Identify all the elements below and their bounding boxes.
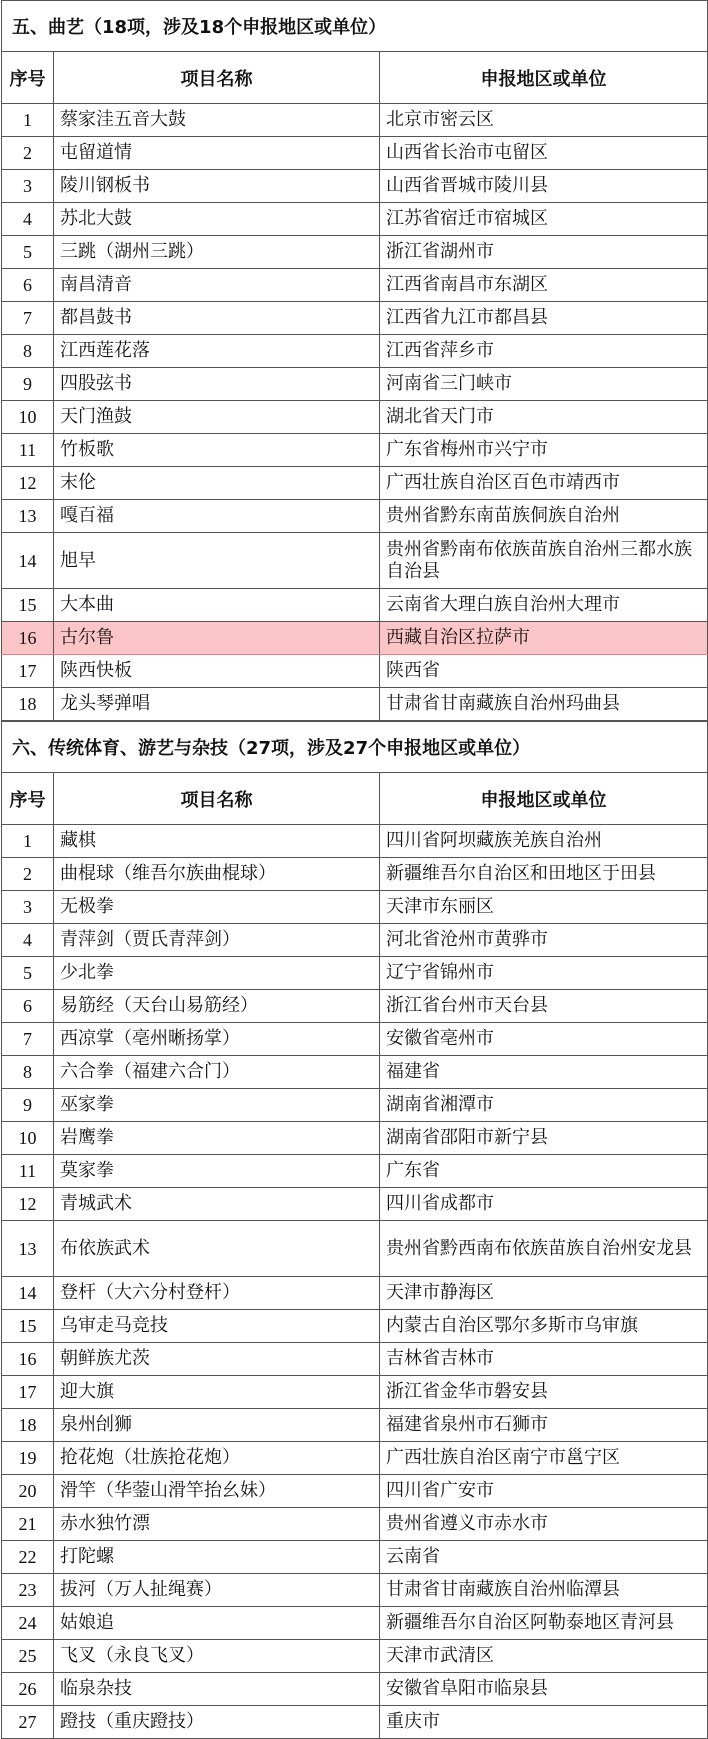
cell-name: 巫家拳 xyxy=(54,1089,380,1122)
cell-no: 8 xyxy=(2,335,54,368)
cell-no: 4 xyxy=(2,924,54,957)
cell-name: 迎大旗 xyxy=(54,1376,380,1409)
cell-region: 四川省阿坝藏族羌族自治州 xyxy=(380,825,708,858)
cell-no: 12 xyxy=(2,1188,54,1221)
cell-no: 21 xyxy=(2,1508,54,1541)
cell-region: 甘肃省甘南藏族自治州玛曲县 xyxy=(380,688,708,721)
cell-no: 4 xyxy=(2,203,54,236)
table-row xyxy=(2,500,708,533)
table-row xyxy=(2,1122,708,1155)
cell-name: 龙头琴弹唱 xyxy=(54,688,380,721)
cell-region: 贵州省遵义市赤水市 xyxy=(380,1508,708,1541)
table-row xyxy=(2,335,708,368)
cell-no: 2 xyxy=(2,137,54,170)
table-row xyxy=(2,1221,708,1277)
table-row xyxy=(2,990,708,1023)
table-row xyxy=(2,622,708,655)
cell-region: 陕西省 xyxy=(380,655,708,688)
cell-name: 蔡家洼五音大鼓 xyxy=(54,104,380,137)
cell-region: 安徽省阜阳市临泉县 xyxy=(380,1673,708,1706)
cell-region: 天津市武清区 xyxy=(380,1640,708,1673)
table-row xyxy=(2,236,708,269)
cell-name: 朝鲜族尤茨 xyxy=(54,1343,380,1376)
table-row xyxy=(2,401,708,434)
cell-no: 16 xyxy=(2,622,54,655)
cell-name: 拔河（万人扯绳赛） xyxy=(54,1574,380,1607)
cell-region: 浙江省金华市磐安县 xyxy=(380,1376,708,1409)
cell-region: 内蒙古自治区鄂尔多斯市乌审旗 xyxy=(380,1310,708,1343)
cell-region: 山西省晋城市陵川县 xyxy=(380,170,708,203)
cell-region: 新疆维吾尔自治区阿勒泰地区青河县 xyxy=(380,1607,708,1640)
cell-region: 吉林省吉林市 xyxy=(380,1343,708,1376)
cell-name: 嘎百福 xyxy=(54,500,380,533)
table-row xyxy=(2,924,708,957)
cell-name: 莫家拳 xyxy=(54,1155,380,1188)
cell-name: 末伦 xyxy=(54,467,380,500)
table-row xyxy=(2,1056,708,1089)
table-row xyxy=(2,533,708,589)
cell-no: 14 xyxy=(2,533,54,589)
table-row xyxy=(2,368,708,401)
cell-region: 广西壮族自治区百色市靖西市 xyxy=(380,467,708,500)
cell-no: 5 xyxy=(2,957,54,990)
cell-no: 3 xyxy=(2,170,54,203)
table-row xyxy=(2,825,708,858)
cell-region: 河北省沧州市黄骅市 xyxy=(380,924,708,957)
cell-name: 岩鹰拳 xyxy=(54,1122,380,1155)
document xyxy=(1,0,707,1739)
cell-region: 天津市东丽区 xyxy=(380,891,708,924)
cell-name: 易筋经（天台山易筋经） xyxy=(54,990,380,1023)
header-no: 序号 xyxy=(2,773,54,825)
cell-name: 苏北大鼓 xyxy=(54,203,380,236)
cell-name: 姑娘追 xyxy=(54,1607,380,1640)
cell-name: 都昌鼓书 xyxy=(54,302,380,335)
cell-region: 云南省大理白族自治州大理市 xyxy=(380,589,708,622)
cell-name: 无极拳 xyxy=(54,891,380,924)
cell-name: 四股弦书 xyxy=(54,368,380,401)
cell-no: 26 xyxy=(2,1673,54,1706)
cell-name: 青萍剑（贾氏青萍剑） xyxy=(54,924,380,957)
cell-region: 湖北省天门市 xyxy=(380,401,708,434)
section-5-title: 五、曲艺（18项，涉及18个申报地区或单位） xyxy=(2,1,708,52)
cell-region: 新疆维吾尔自治区和田地区于田县 xyxy=(380,858,708,891)
cell-region: 广西壮族自治区南宁市邕宁区 xyxy=(380,1442,708,1475)
cell-name: 登杆（大六分村登杆） xyxy=(54,1277,380,1310)
table-row xyxy=(2,269,708,302)
cell-name: 藏棋 xyxy=(54,825,380,858)
cell-no: 6 xyxy=(2,990,54,1023)
cell-name: 江西莲花落 xyxy=(54,335,380,368)
header-region: 申报地区或单位 xyxy=(380,52,708,104)
cell-name: 屯留道情 xyxy=(54,137,380,170)
cell-no: 24 xyxy=(2,1607,54,1640)
cell-no: 10 xyxy=(2,1122,54,1155)
cell-no: 7 xyxy=(2,302,54,335)
cell-region: 湖南省邵阳市新宁县 xyxy=(380,1122,708,1155)
cell-region: 浙江省台州市天台县 xyxy=(380,990,708,1023)
table-row xyxy=(2,1343,708,1376)
cell-region: 贵州省黔东南苗族侗族自治州 xyxy=(380,500,708,533)
table-section-5 xyxy=(1,0,708,721)
cell-no: 18 xyxy=(2,688,54,721)
cell-name: 曲棍球（维吾尔族曲棍球） xyxy=(54,858,380,891)
cell-no: 17 xyxy=(2,1376,54,1409)
table-row xyxy=(2,137,708,170)
cell-name: 飞叉（永良飞叉） xyxy=(54,1640,380,1673)
cell-region: 天津市静海区 xyxy=(380,1277,708,1310)
table-row xyxy=(2,957,708,990)
cell-name: 打陀螺 xyxy=(54,1541,380,1574)
table-row xyxy=(2,589,708,622)
cell-region: 北京市密云区 xyxy=(380,104,708,137)
cell-region: 安徽省亳州市 xyxy=(380,1023,708,1056)
cell-region: 辽宁省锦州市 xyxy=(380,957,708,990)
cell-no: 1 xyxy=(2,104,54,137)
header-region: 申报地区或单位 xyxy=(380,773,708,825)
cell-no: 7 xyxy=(2,1023,54,1056)
cell-no: 20 xyxy=(2,1475,54,1508)
cell-region: 江西省萍乡市 xyxy=(380,335,708,368)
cell-name: 旭早 xyxy=(54,533,380,589)
table-row xyxy=(2,1706,708,1739)
cell-region: 四川省广安市 xyxy=(380,1475,708,1508)
cell-name: 临泉杂技 xyxy=(54,1673,380,1706)
cell-no: 27 xyxy=(2,1706,54,1739)
table-row xyxy=(2,1607,708,1640)
table-row xyxy=(2,1155,708,1188)
cell-no: 13 xyxy=(2,1221,54,1277)
section-6-title: 六、传统体育、游艺与杂技（27项，涉及27个申报地区或单位） xyxy=(2,722,708,773)
cell-name: 抢花炮（壮族抢花炮） xyxy=(54,1442,380,1475)
cell-no: 3 xyxy=(2,891,54,924)
table-row xyxy=(2,467,708,500)
cell-name: 竹板歌 xyxy=(54,434,380,467)
cell-region: 江西省九江市都昌县 xyxy=(380,302,708,335)
cell-name: 天门渔鼓 xyxy=(54,401,380,434)
cell-region: 甘肃省甘南藏族自治州临潭县 xyxy=(380,1574,708,1607)
header-no: 序号 xyxy=(2,52,54,104)
cell-no: 15 xyxy=(2,1310,54,1343)
cell-no: 13 xyxy=(2,500,54,533)
cell-no: 11 xyxy=(2,1155,54,1188)
cell-no: 12 xyxy=(2,467,54,500)
cell-name: 青城武术 xyxy=(54,1188,380,1221)
cell-region: 福建省 xyxy=(380,1056,708,1089)
table-row xyxy=(2,1188,708,1221)
table-row xyxy=(2,170,708,203)
table-header xyxy=(2,773,708,825)
cell-no: 9 xyxy=(2,1089,54,1122)
cell-region: 贵州省黔南布依族苗族自治州三都水族自治县 xyxy=(380,533,708,589)
table-row xyxy=(2,1442,708,1475)
cell-region: 江苏省宿迁市宿城区 xyxy=(380,203,708,236)
cell-region: 江西省南昌市东湖区 xyxy=(380,269,708,302)
cell-no: 23 xyxy=(2,1574,54,1607)
cell-region: 河南省三门峡市 xyxy=(380,368,708,401)
table-row xyxy=(2,203,708,236)
table-row xyxy=(2,1277,708,1310)
table-row xyxy=(2,302,708,335)
table-row xyxy=(2,1376,708,1409)
cell-no: 1 xyxy=(2,825,54,858)
cell-region: 四川省成都市 xyxy=(380,1188,708,1221)
cell-name: 赤水独竹漂 xyxy=(54,1508,380,1541)
table-row xyxy=(2,104,708,137)
table-row xyxy=(2,434,708,467)
table-row xyxy=(2,688,708,721)
cell-region: 福建省泉州市石狮市 xyxy=(380,1409,708,1442)
cell-region: 湖南省湘潭市 xyxy=(380,1089,708,1122)
cell-region: 西藏自治区拉萨市 xyxy=(380,622,708,655)
cell-no: 2 xyxy=(2,858,54,891)
table-row xyxy=(2,655,708,688)
cell-name: 滑竿（华蓥山滑竿抬幺妹） xyxy=(54,1475,380,1508)
table-row xyxy=(2,858,708,891)
cell-name: 陕西快板 xyxy=(54,655,380,688)
header-name: 项目名称 xyxy=(54,52,380,104)
cell-no: 10 xyxy=(2,401,54,434)
cell-no: 25 xyxy=(2,1640,54,1673)
table-row xyxy=(2,1640,708,1673)
cell-region: 广东省梅州市兴宁市 xyxy=(380,434,708,467)
table-row xyxy=(2,1475,708,1508)
cell-name: 西凉掌（亳州晰扬掌） xyxy=(54,1023,380,1056)
cell-no: 6 xyxy=(2,269,54,302)
table-row xyxy=(2,1541,708,1574)
table-row xyxy=(2,891,708,924)
cell-name: 蹬技（重庆蹬技） xyxy=(54,1706,380,1739)
table-row xyxy=(2,1023,708,1056)
cell-no: 22 xyxy=(2,1541,54,1574)
cell-no: 15 xyxy=(2,589,54,622)
table-section-6 xyxy=(1,721,708,1739)
cell-name: 陵川钢板书 xyxy=(54,170,380,203)
cell-name: 乌审走马竞技 xyxy=(54,1310,380,1343)
header-name: 项目名称 xyxy=(54,773,380,825)
cell-region: 贵州省黔西南布依族苗族自治州安龙县 xyxy=(380,1221,708,1277)
table-row xyxy=(2,1574,708,1607)
cell-no: 8 xyxy=(2,1056,54,1089)
table-row xyxy=(2,1508,708,1541)
cell-region: 浙江省湖州市 xyxy=(380,236,708,269)
cell-no: 16 xyxy=(2,1343,54,1376)
cell-no: 14 xyxy=(2,1277,54,1310)
cell-no: 11 xyxy=(2,434,54,467)
cell-name: 布依族武术 xyxy=(54,1221,380,1277)
cell-name: 三跳（湖州三跳） xyxy=(54,236,380,269)
cell-no: 19 xyxy=(2,1442,54,1475)
table-header xyxy=(2,52,708,104)
cell-name: 大本曲 xyxy=(54,589,380,622)
cell-region: 广东省 xyxy=(380,1155,708,1188)
cell-name: 南昌清音 xyxy=(54,269,380,302)
cell-no: 5 xyxy=(2,236,54,269)
cell-no: 9 xyxy=(2,368,54,401)
cell-name: 古尔鲁 xyxy=(54,622,380,655)
cell-name: 六合拳（福建六合门） xyxy=(54,1056,380,1089)
table-row xyxy=(2,1409,708,1442)
cell-name: 泉州刣狮 xyxy=(54,1409,380,1442)
cell-no: 17 xyxy=(2,655,54,688)
cell-name: 少北拳 xyxy=(54,957,380,990)
cell-region: 山西省长治市屯留区 xyxy=(380,137,708,170)
table-row xyxy=(2,1310,708,1343)
cell-no: 18 xyxy=(2,1409,54,1442)
table-row xyxy=(2,1089,708,1122)
cell-region: 云南省 xyxy=(380,1541,708,1574)
cell-region: 重庆市 xyxy=(380,1706,708,1739)
table-row xyxy=(2,1673,708,1706)
